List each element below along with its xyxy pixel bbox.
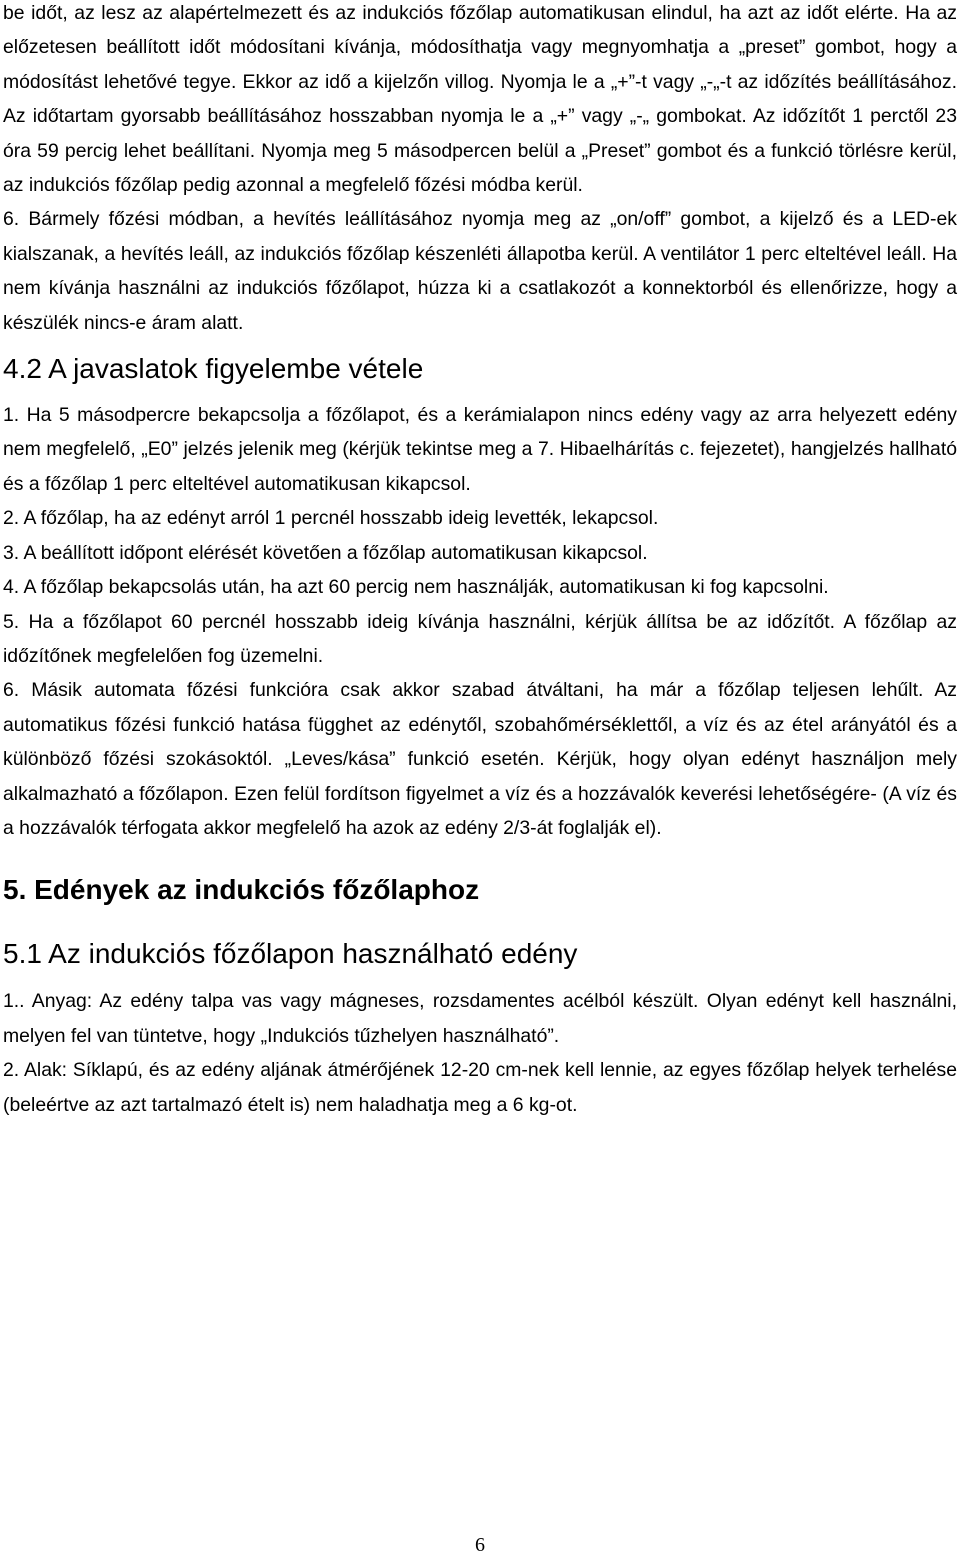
on-off-paragraph: 6. Bármely főzési módban, a hevítés leállításához nyomja meg az „on/off” gombot, a kijelző és a LED-ek kialszanak, a hevítés leáll, az indukciós főzőlap készenléti állapotba kerül. A ventilátor 1 perc elteltével leáll. Ha nem kívánja használni az indukciós főzőlapot, húzza ki a csatlakozót a konnektorból és ellenőrizze, hogy a készülék nincs-e áram alatt. [3, 208, 957, 334]
page-number: 6 [475, 1534, 485, 1556]
material-paragraph: 1.. Anyag: Az edény talpa vas vagy mágneses, rozsdamentes acélból készült. Olyan edényt kell használni, melyen fel van tüntetve, hogy „Indukciós tűzhelyen használható”. [3, 990, 957, 1047]
list-item-4: 4. A főzőlap bekapcsolás után, ha azt 60 percig nem használják, automatikusan ki fog kapcsolni. [3, 576, 829, 599]
section-heading-4-2: 4.2 A javaslatok figyelembe vétele [3, 353, 424, 385]
list-item-3: 3. A beállított időpont elérését követően a főzőlap automatikusan kikapcsol. [3, 541, 648, 564]
manual-page [3, 0, 957, 1122]
timer-paragraph: be időt, az lesz az alapértelmezett és az indukciós főzőlap automatikusan elindul, ha azt az időt elérte. Ha az előzetesen beállított időt módosítani kívánja, módosíthatja vagy megnyomhatja a „preset” gombot, hogy a módosítást lehetővé tegye. Ekkor az idő a kijelzőn villog. Nyomja le a „+”-t vagy „-„-t az időzítés beállításához. Az időtartam gyorsabb beállításához hosszabban nyomja le a „+” vagy „-„ gombokat. Az időzítőt 1 perctől 23 óra 59 percig lehet beállítani. Nyomja meg 5 másodpercen belül a „Preset” gombot és a funkció törlésre kerül, az indukciós főzőlap pedig azonnal a megfelelő főzési módba kerül. [3, 2, 957, 197]
list-item-2: 2. A főzőlap, ha az edényt arról 1 percnél hosszabb ideig levették, lekapcsol. [3, 507, 659, 530]
list-item-6: 6. Másik automata főzési funkcióra csak akkor szabad átváltani, ha már a főzőlap teljesen lehűlt. Az automatikus főzési funkció hatása függhet az edénytől, szobahőmérséklettől, a víz és az étel arányától és a különböző főzési szokásoktól. „Leves/kása” funkció esetén. Kérjük, hogy olyan edényt használjon mely alkalmazható a főzőlapon. Ezen felül fordítson figyelmet a víz és a hozzávalók keverési lehetőségére- (A víz és a hozzávalók térfogata akkor megfelelő ha azok az edény 2/3-át foglalják el). [3, 679, 957, 839]
section-heading-5-1: 5.1 Az indukciós főzőlapon használható edény [3, 938, 578, 970]
list-item-1: 1. Ha 5 másodpercre bekapcsolja a főzőlapot, és a kerámialapon nincs edény vagy az arra helyezett edény nem megfelelő, „E0” jelzés jelenik meg (kérjük tekintse meg a 7. Hibaelhárítás c. fejezetet), hangjelzés hallható és a főzőlap 1 perc elteltével automatikusan kikapcsol. [3, 404, 957, 495]
shape-paragraph: 2. Alak: Síklapú, és az edény aljának átmérőjének 12-20 cm-nek kell lennie, az egyes főzőlap helyek terhelése (beleértve az azt tartalmazó ételt is) nem haladhatja meg a 6 kg-ot. [3, 1059, 957, 1116]
list-item-5: 5. Ha a főzőlapot 60 percnél hosszabb ideig kívánja használni, kérjük állítsa be az időzítőt. A főzőlap az időzítőnek megfelelően fog üzemelni. [3, 610, 957, 667]
chapter-heading-5: 5. Edények az indukciós főzőlaphoz [3, 874, 480, 906]
